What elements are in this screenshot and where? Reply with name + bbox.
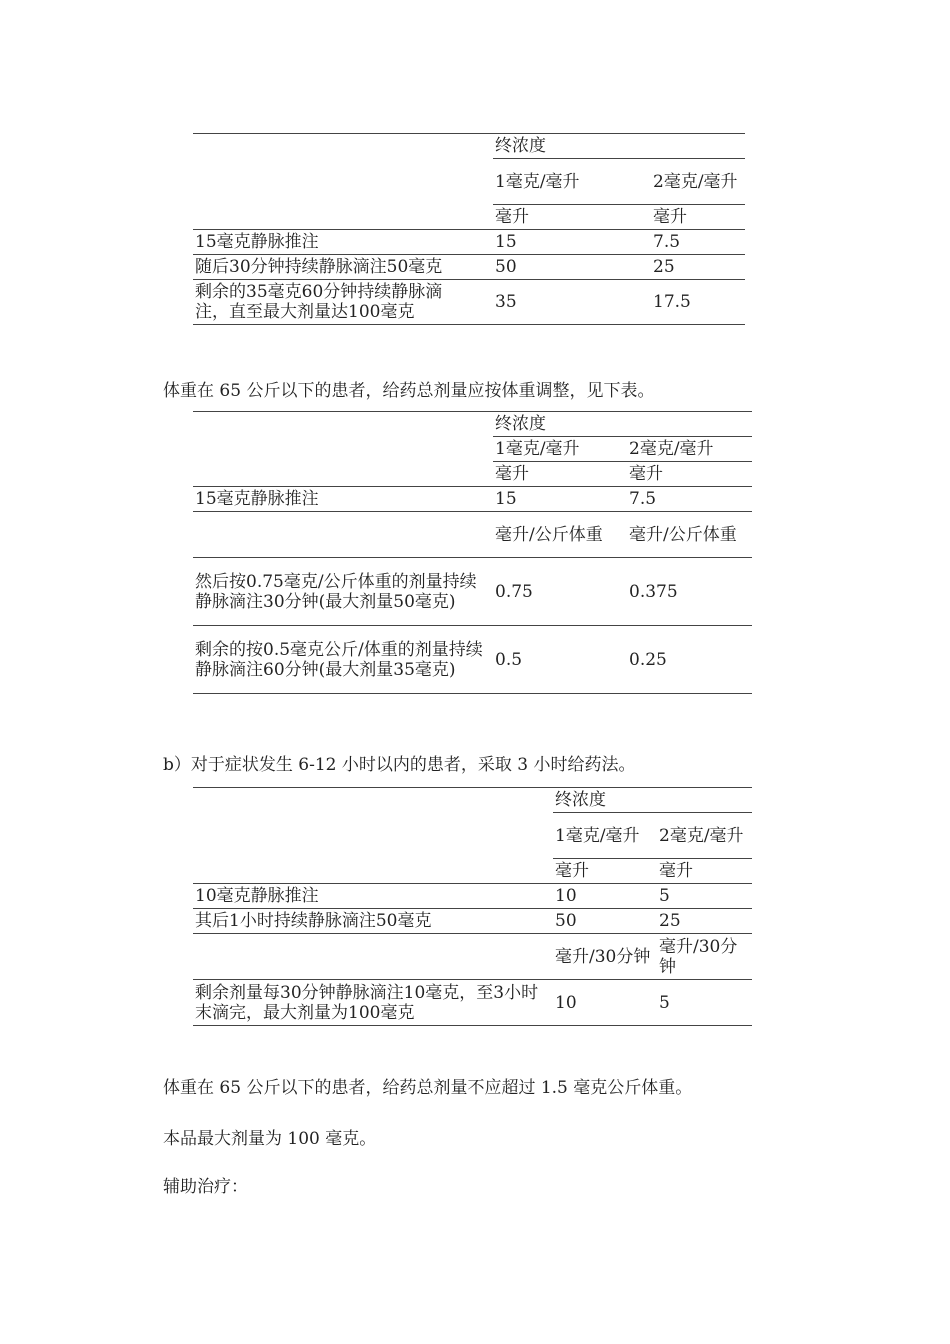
dosage-table-weight <box>193 411 752 694</box>
table-row <box>193 980 752 1026</box>
row-label: 然后按0.75毫克/公斤体重的剂量持续静脉滴注30分钟(最大剂量50毫克) <box>193 558 493 626</box>
row-value: 10 <box>553 884 657 909</box>
table-row <box>193 626 752 694</box>
row-label: 10毫克静脉推注 <box>193 884 553 909</box>
unit-label: 毫升 <box>627 462 752 487</box>
paragraph-weight-adjust: 体重在 65 公斤以下的患者，给药总剂量应按体重调整，见下表。 <box>163 381 655 401</box>
table-header-row <box>193 134 745 159</box>
table-row <box>193 909 752 934</box>
col-2mg-header: 2毫克/毫升 <box>627 437 752 462</box>
row-label: 15毫克静脉推注 <box>193 230 493 255</box>
row-value: 5 <box>657 884 752 909</box>
row-value: 25 <box>657 909 752 934</box>
unit-row <box>193 462 752 487</box>
row-value: 0.375 <box>627 558 752 626</box>
unit-label: 毫升/公斤体重 <box>493 512 627 558</box>
row-label: 剩余的按0.5毫克公斤/体重的剂量持续静脉滴注60分钟(最大剂量35毫克) <box>193 626 493 694</box>
concentration-row <box>193 813 752 859</box>
col-1mg-header: 1毫克/毫升 <box>553 813 657 859</box>
row-value: 0.75 <box>493 558 627 626</box>
unit-row <box>193 512 752 558</box>
row-label: 剩余剂量每30分钟静脉滴注10毫克，至3小时末滴完，最大剂量为100毫克 <box>193 980 553 1026</box>
col-1mg-header: 1毫克/毫升 <box>493 159 651 205</box>
paragraph-adjuvant-therapy: 辅助治疗： <box>163 1177 248 1197</box>
unit-row <box>193 859 752 884</box>
row-value: 0.5 <box>493 626 627 694</box>
unit-row <box>193 205 745 230</box>
row-label: 随后30分钟持续静脉滴注50毫克 <box>193 255 493 280</box>
row-value: 35 <box>493 280 651 325</box>
unit-label: 毫升 <box>657 859 752 884</box>
unit-label: 毫升 <box>651 205 745 230</box>
concentration-header: 终浓度 <box>493 134 745 159</box>
table-row <box>193 255 745 280</box>
row-label: 其后1小时持续静脉滴注50毫克 <box>193 909 553 934</box>
row-label: 15毫克静脉推注 <box>193 487 493 512</box>
unit-label: 毫升/公斤体重 <box>627 512 752 558</box>
row-value: 5 <box>657 980 752 1026</box>
row-value: 15 <box>493 230 651 255</box>
concentration-header: 终浓度 <box>493 412 752 437</box>
unit-label: 毫升/30分钟 <box>657 934 752 980</box>
row-label: 剩余的35毫克60分钟持续静脉滴注，直至最大剂量达100毫克 <box>193 280 493 325</box>
row-value: 50 <box>553 909 657 934</box>
concentration-header: 终浓度 <box>553 788 752 813</box>
table-row <box>193 487 752 512</box>
row-value: 15 <box>493 487 627 512</box>
table-header-row <box>193 412 752 437</box>
col-2mg-header: 2毫克/毫升 <box>651 159 745 205</box>
row-value: 7.5 <box>651 230 745 255</box>
row-value: 10 <box>553 980 657 1026</box>
paragraph-max-dose: 本品最大剂量为 100 毫克。 <box>163 1129 377 1149</box>
paragraph-max-total-dose: 体重在 65 公斤以下的患者，给药总剂量不应超过 1.5 毫克公斤体重。 <box>163 1078 693 1098</box>
unit-label: 毫升 <box>553 859 657 884</box>
paragraph-3hour-regimen: b）对于症状发生 6-12 小时以内的患者，采取 3 小时给药法。 <box>163 755 636 775</box>
row-value: 7.5 <box>627 487 752 512</box>
row-value: 17.5 <box>651 280 745 325</box>
unit-label: 毫升/30分钟 <box>553 934 657 980</box>
table-row <box>193 230 745 255</box>
col-1mg-header: 1毫克/毫升 <box>493 437 627 462</box>
concentration-row <box>193 159 745 205</box>
concentration-row <box>193 437 752 462</box>
dosage-table-standard <box>193 133 745 325</box>
dosage-table-3hour <box>193 787 752 1026</box>
row-value: 25 <box>651 255 745 280</box>
row-value: 0.25 <box>627 626 752 694</box>
table-header-row <box>193 788 752 813</box>
table-row <box>193 280 745 325</box>
unit-row <box>193 934 752 980</box>
table-row <box>193 884 752 909</box>
row-value: 50 <box>493 255 651 280</box>
unit-label: 毫升 <box>493 462 627 487</box>
unit-label: 毫升 <box>493 205 651 230</box>
col-2mg-header: 2毫克/毫升 <box>657 813 752 859</box>
table-row <box>193 558 752 626</box>
